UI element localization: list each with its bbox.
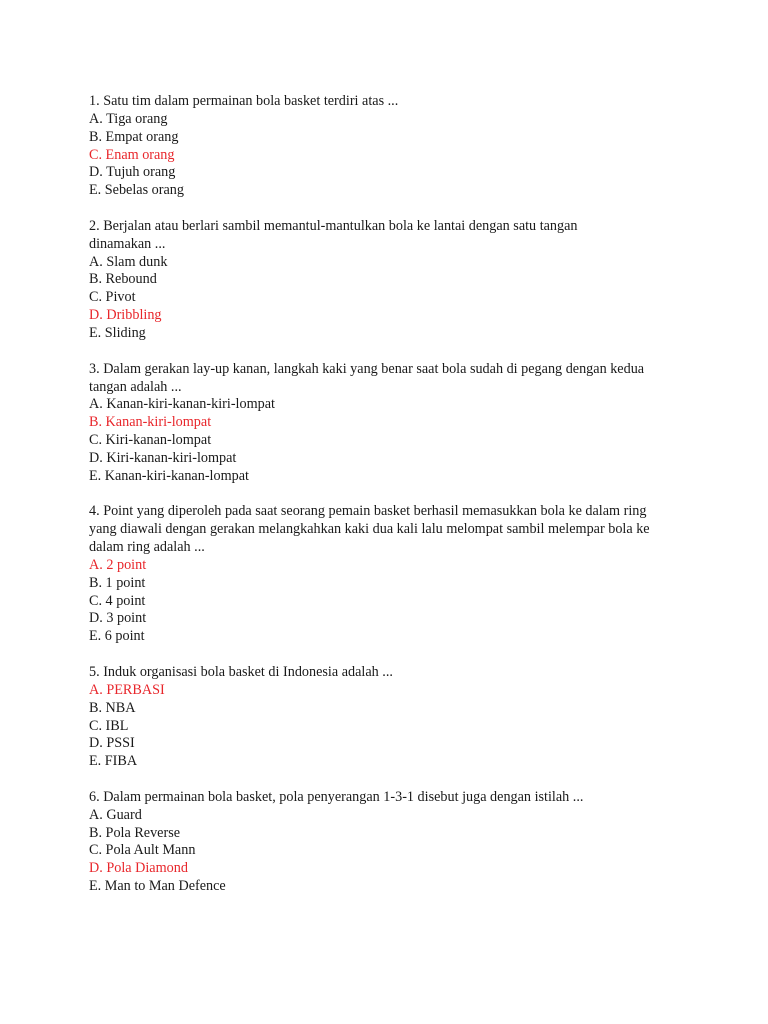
option-e: E. Kanan-kiri-kanan-lompat: [89, 467, 249, 484]
question-text: 6. Dalam permainan bola basket, pola penyerangan 1-3-1 disebut juga dengan istilah ...: [89, 788, 584, 805]
question-4: [89, 503, 689, 646]
option-a: A. Kanan-kiri-kanan-kiri-lompat: [89, 396, 275, 413]
quiz-document: [89, 93, 689, 914]
question-3: [89, 361, 689, 486]
option-e: E. Man to Man Defence: [89, 878, 226, 895]
option-a: A. Guard: [89, 806, 142, 823]
option-b: B. 1 point: [89, 574, 146, 591]
question-6: [89, 789, 689, 896]
option-d: D. 3 point: [89, 610, 147, 627]
option-d: D. Tujuh orang: [89, 164, 176, 181]
option-b: B. Rebound: [89, 271, 157, 288]
option-a-correct: A. PERBASI: [89, 681, 165, 698]
option-e: E. Sliding: [89, 324, 146, 341]
question-text: 5. Induk organisasi bola basket di Indonesia adalah ...: [89, 664, 393, 680]
option-c: C. 4 point: [89, 592, 146, 609]
option-b: B. Pola Reverse: [89, 824, 181, 841]
question-text: 1. Satu tim dalam permainan bola basket terdiri atas ...: [89, 93, 399, 109]
question-text: 4. Point yang diperoleh pada saat seorang pemain basket berhasil memasukkan bola ke dalam ring yang diawali dengan gerakan melangkahkan kaki dua kali lalu melompat sambil melempar bola ke dalam ring adalah ...: [89, 503, 650, 556]
option-c-correct: C. Enam orang: [89, 146, 175, 163]
option-c: C. IBL: [89, 717, 129, 734]
option-a: A. Tiga orang: [89, 110, 168, 127]
option-b: B. Empat orang: [89, 128, 179, 145]
option-e: E. 6 point: [89, 628, 145, 645]
option-c: C. Pivot: [89, 289, 136, 306]
option-c: C. Kiri-kanan-lompat: [89, 432, 212, 449]
question-5: [89, 664, 689, 771]
option-a-correct: A. 2 point: [89, 556, 147, 573]
option-e: E. Sebelas orang: [89, 182, 184, 199]
option-d: D. PSSI: [89, 735, 135, 752]
option-d: D. Kiri-kanan-kiri-lompat: [89, 449, 237, 466]
option-c: C. Pola Ault Mann: [89, 842, 196, 859]
option-a: A. Slam dunk: [89, 253, 168, 270]
option-e: E. FIBA: [89, 753, 138, 770]
question-2: [89, 218, 689, 343]
option-b: B. NBA: [89, 699, 136, 716]
question-text: 3. Dalam gerakan lay-up kanan, langkah kaki yang benar saat bola sudah di pegang dengan kedua tangan adalah ...: [89, 360, 645, 395]
option-d-correct: D. Pola Diamond: [89, 860, 188, 877]
option-d-correct: D. Dribbling: [89, 307, 162, 324]
question-text: 2. Berjalan atau berlari sambil memantul-mantulkan bola ke lantai dengan satu tangan dinamakan ...: [89, 217, 578, 252]
question-1: [89, 93, 689, 200]
option-b-correct: B. Kanan-kiri-lompat: [89, 414, 212, 431]
